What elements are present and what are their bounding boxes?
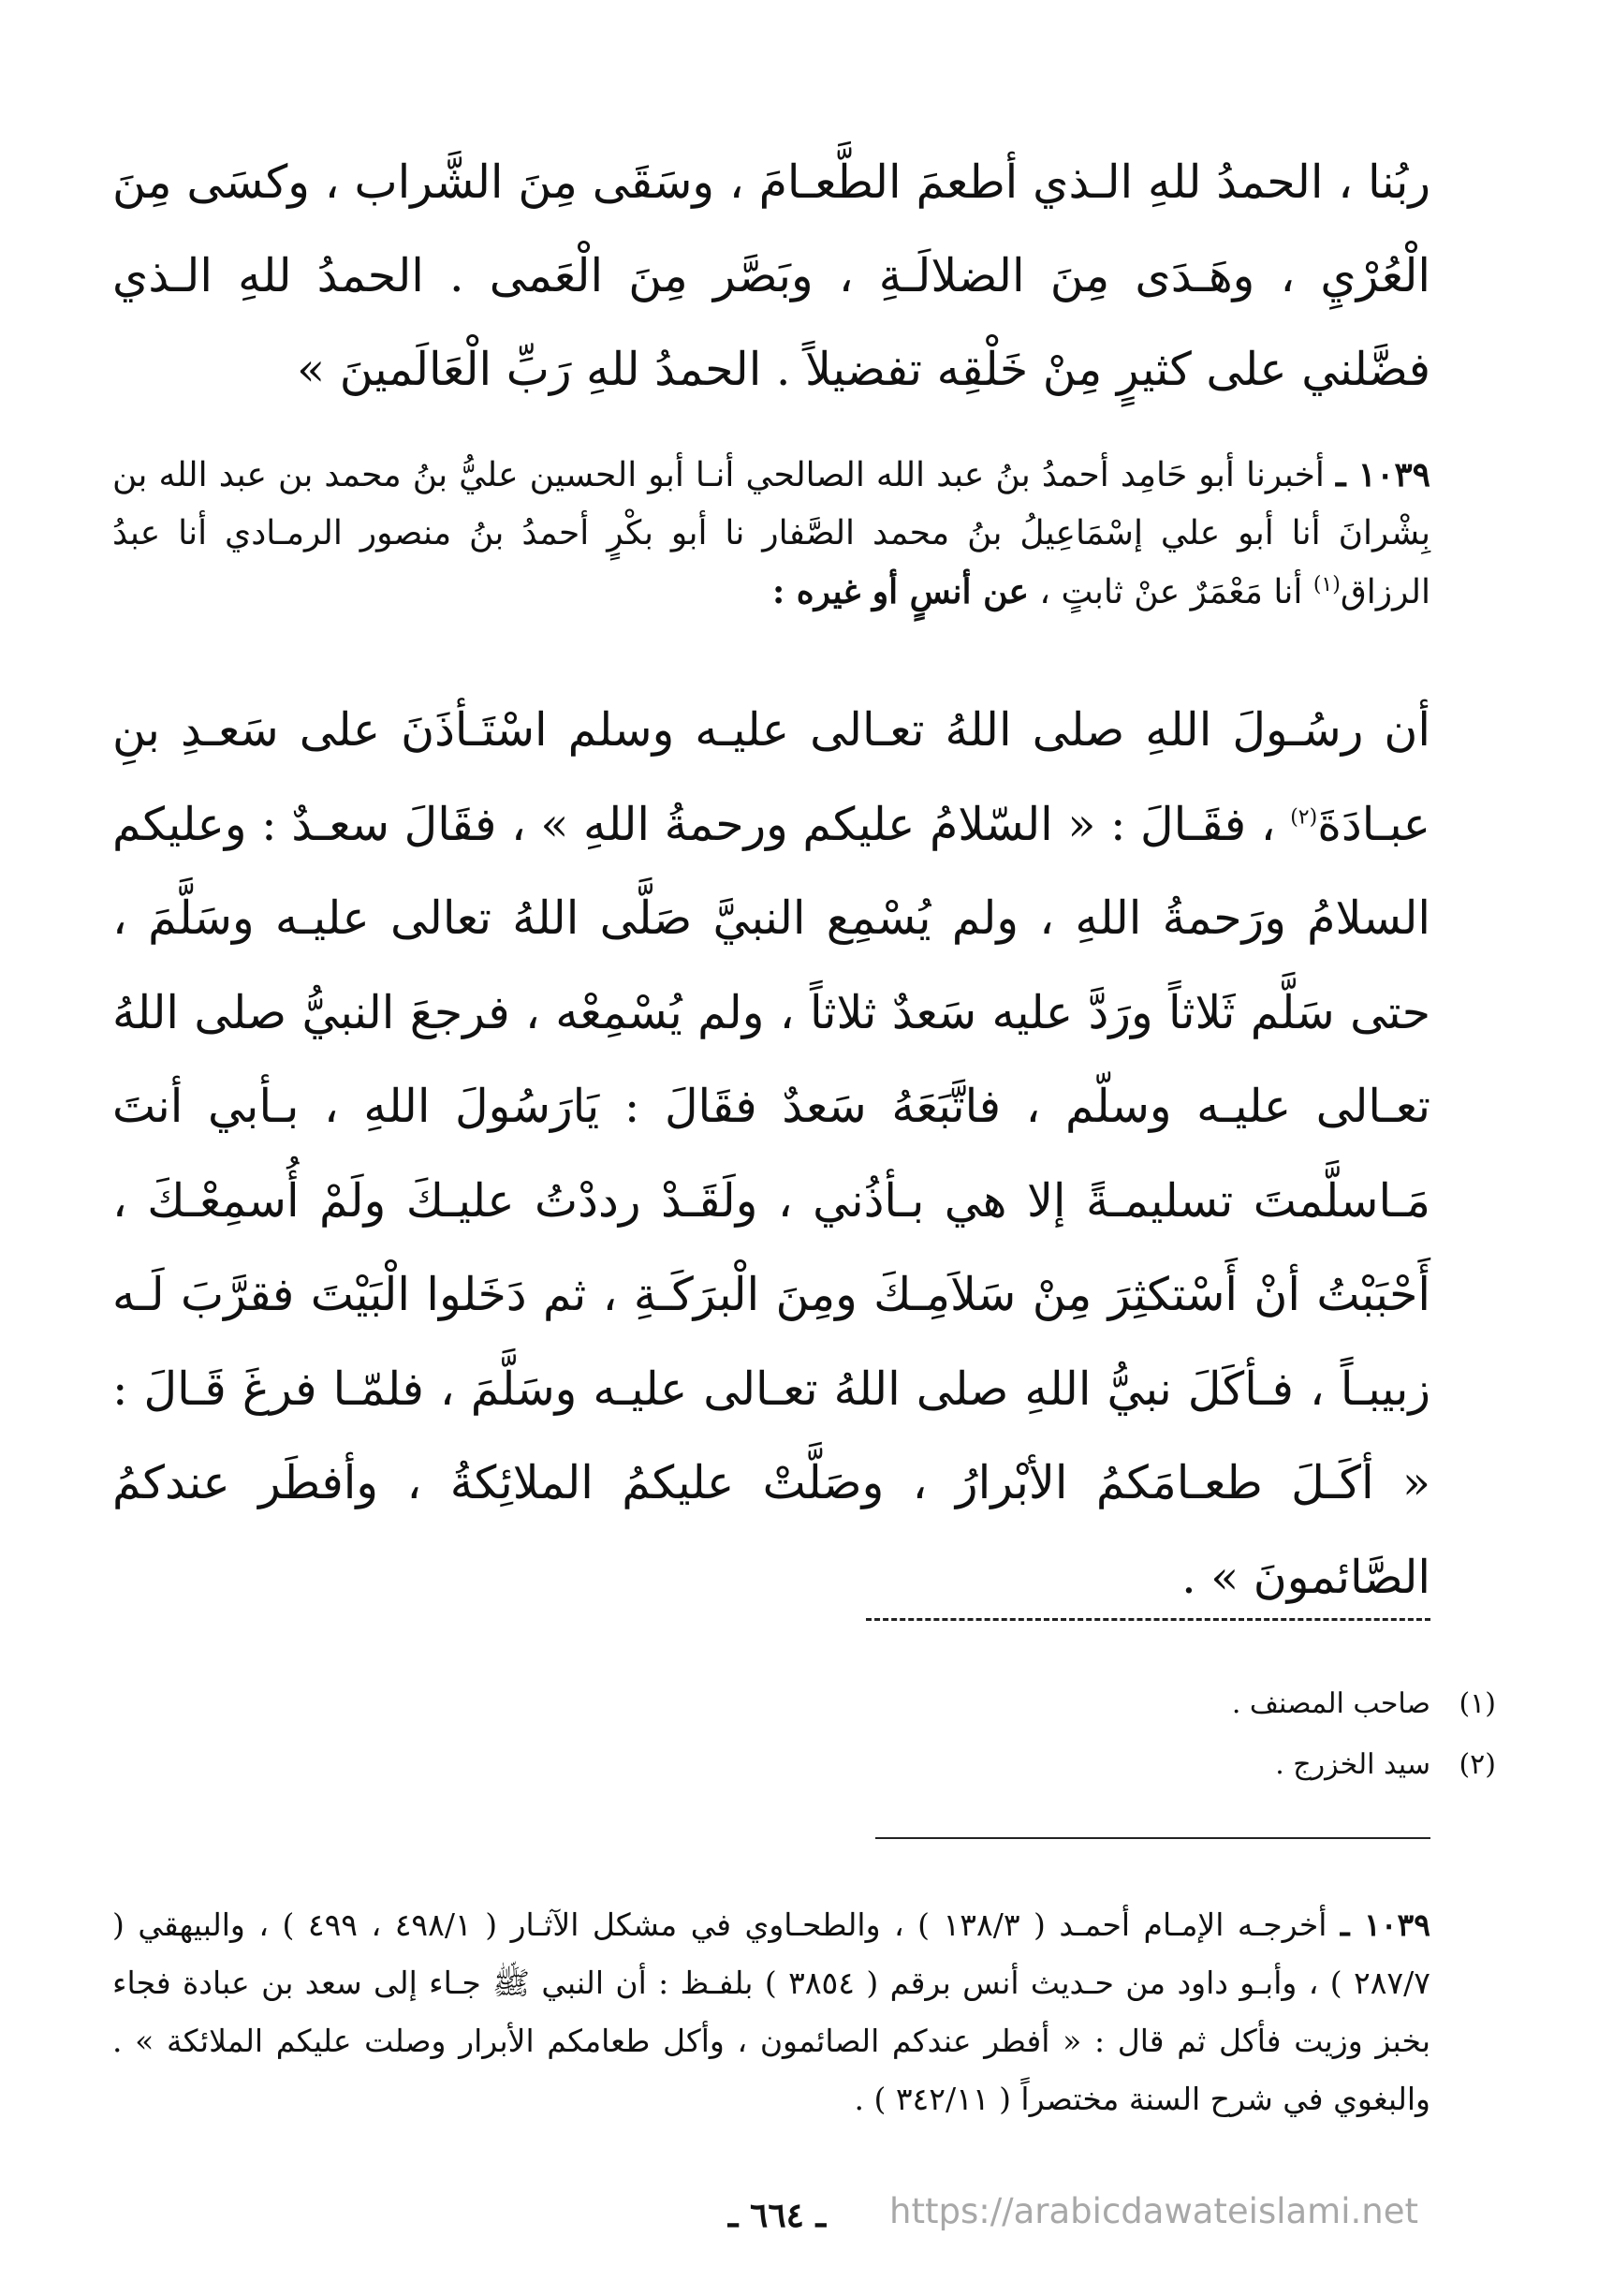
page-number: ـ ٦٦٤ ـ (727, 2196, 827, 2235)
takhrij-paragraph (112, 1896, 1430, 2128)
footnote-2-number: (٢) (1459, 1748, 1496, 1781)
footnote-dashed-separator (866, 1618, 1430, 1621)
takhrij-separator (875, 1837, 1430, 1839)
hadith-narrator: عن أنسٍ أو غيره : (771, 572, 1029, 611)
takhrij-text: أخرجـه الإمـام أحمـد ( ١٣٨/٣ ) ، والطحـاوي في مشكل الآثـار ( ٤٩٨/١ ، ٤٩٩ ) ، والبيهقي ( ٢٨٧/٧ ) ، وأبـو داود من حـديث أنس برقم ( ٣٨٥٤ ) بلفـظ : أن النبي ﷺ جـاء إلى سعد بن عبادة فجاء بخبز وزيت فأكل ثم قال : « أفطر عندكم الصائمون ، وأكل طعامكم الأبرار وصلت عليكم الملائكة » . والبغوي في شرح السنة مختصراً ( ٣٤٢/١١ ) . (112, 1906, 1430, 2117)
footnote-ref-1[interactable]: (١) (1312, 573, 1341, 596)
hadith-isnad-end: أنا مَعْمَرٌ عنْ ثابتٍ ، (1039, 573, 1303, 611)
hadith-matn-2: ، فقَـالَ : « السّلامُ عليكم ورحمةُ اللهِ » ، فقَالَ سعـدٌ : وعليكم السلامُ ورَحمةُ اللهِ ، ولم يُسْمِع النبيَّ صَلَّى اللهُ تعالى عليـه وسَلَّمَ ، حتى سَلَّم ثَلاثاً ورَدَّ عليه سَعدٌ ثلاثاً ، ولم يُسْمِعْه ، فرجعَ النبيُّ صلى اللهُ تعـالى عليـه وسلّم ، فاتَّبَعَهُ سَعدٌ فقَالَ : يَارَسُولَ اللهِ ، بـأبي أنتَ مَـاسلَّمتَ تسليمـةً إلا هي بـأذُني ، ولَقَـدْ رددْتُ عليـكَ ولَمْ أُسمِعْـكَ ، أَحْبَبْتُ أنْ أَسْتكثِرَ مِنْ سَلاَمِـكَ ومِنَ الْبرَكَـةِ ، ثم دَخَلوا الْبَيْتَ فقرَّبَ لَـه زبيبـاً ، فـأكَلَ نبيُّ اللهِ صلى اللهُ تعـالى عليـه وسَلَّمَ ، فلمّـا فرغَ قَـالَ : « أكَـلَ طعـامَكمُ الأبْرارُ ، وصَلَّتْ عليكمُ الملائِكةُ ، وأفطَر عندكمُ الصَّائمونَ » . (112, 797, 1430, 1604)
hadith-number: ١٠٣٩ ـ (1335, 455, 1430, 494)
footnote-1 (588, 1685, 1496, 1723)
footnote-ref-2[interactable]: (٢) (1290, 805, 1318, 830)
footnote-2-text: سيد الخزرج . (1275, 1748, 1430, 1781)
hadith-isnad-paragraph (112, 446, 1430, 622)
watermark-url: https://arabicdawateislami.net (889, 2191, 1418, 2231)
footnote-1-number: (١) (1459, 1687, 1496, 1720)
intro-text: ربُنا ، الحمدُ للهِ الـذي أطعمَ الطَّعـامَ ، وسَقَى مِنَ الشَّراب ، وكسَى مِنَ الْعُرْيِ ، وهَـدَى مِنَ الضلالَـةِ ، وبَصَّر مِنَ الْعَمى . الحمدُ للهِ الـذي فضَّلني على كثيرٍ مِنْ خَلْقِه تفضيلاً . الحمدُ للهِ رَبِّ الْعَالَمينَ » (112, 155, 1430, 396)
takhrij-number: ١٠٣٩ ـ (1340, 1906, 1430, 1943)
footnote-2 (588, 1746, 1496, 1784)
hadith-isnad: أخبرنا أبو حَامِد أحمدُ بنُ عبد الله الصالحي أنـا أبو الحسين عليُّ بنُ محمد بن عبد الله بن بِشْرانَ أنا أبو علي إسْمَاعِيلُ بنُ محمد الصَّفار نا أبو بكْرٍ أحمدُ بنُ منصور الرمـادي أنا عبدُ الرزاق (112, 456, 1430, 611)
hadith-matn-paragraph (112, 684, 1430, 1625)
hadith-matn-1: أن رسُـولَ اللهِ صلى اللهُ تعـالى عليـه وسلم اسْتَـأذَنَ على سَعـدِ بنِ عبـادَةَ (112, 703, 1431, 851)
footnote-1-text: صاحب المصنف . (1231, 1687, 1430, 1720)
intro-paragraph (112, 136, 1430, 417)
